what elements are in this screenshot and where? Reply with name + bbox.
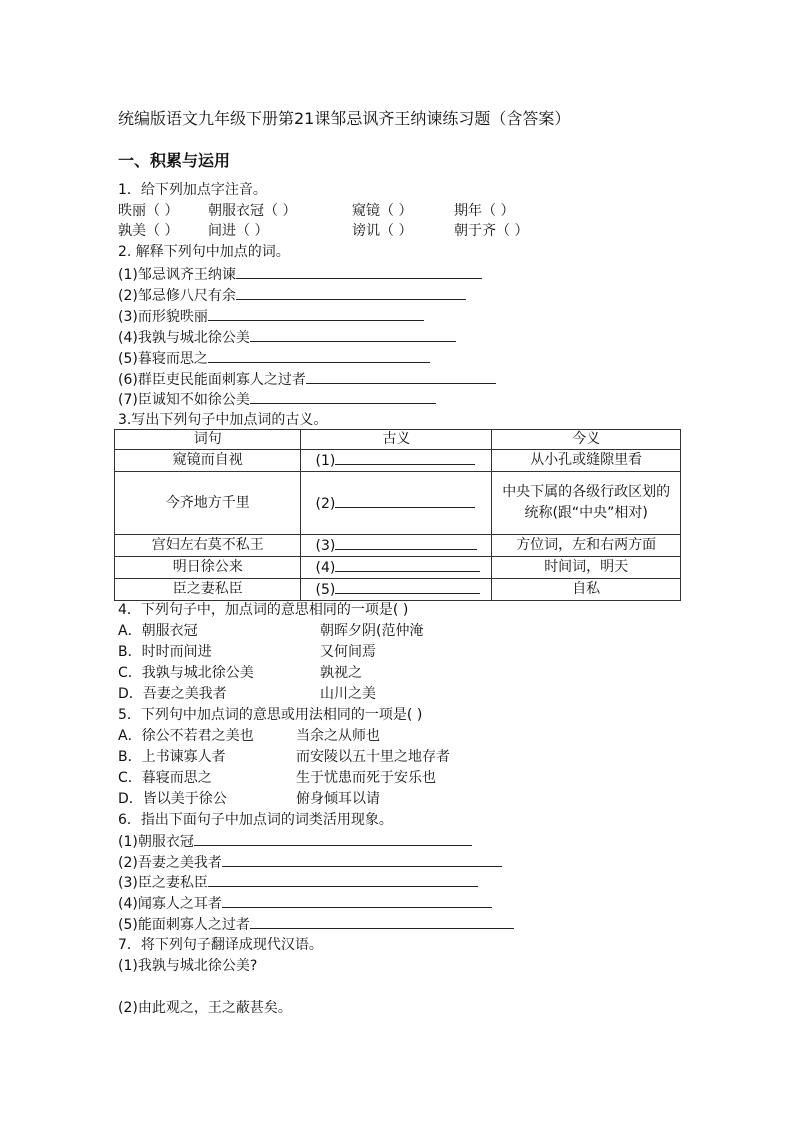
modern-cell: 从小孔或缝隙里看 (492, 450, 681, 472)
q2-item: (2)邹忌修八尺有余 (118, 285, 466, 306)
answer-blank[interactable] (250, 914, 514, 929)
answer-cell[interactable]: (1) (301, 450, 492, 472)
q2-item: (5)暮寝而思之 (118, 348, 430, 369)
sentence-cell: 明日徐公来 (115, 557, 301, 579)
document-title: 统编版语文九年级下册第21课邹忌讽齐王纳谏练习题（含答案） (118, 109, 571, 128)
pinyin-item: 谤讥（ ） (352, 223, 413, 239)
answer-blank[interactable] (194, 831, 472, 846)
answer-blank[interactable] (208, 348, 430, 363)
q6-stem: 6．指出下面句子中加点词的词类活用现象。 (118, 812, 393, 828)
q6-item: (2)吾妻之美我者 (118, 852, 502, 873)
answer-blank[interactable] (208, 872, 478, 887)
q6-item: (1)朝服衣冠 (118, 831, 472, 852)
q5-option[interactable]: A．徐公不若君之美也 当余之从师也 (118, 728, 380, 744)
section-heading: 一、积累与运用 (118, 151, 231, 170)
answer-blank[interactable] (208, 306, 424, 321)
q6-item: (3)臣之妻私臣 (118, 872, 478, 893)
pinyin-item: 朝服衣冠（ ） (208, 203, 297, 219)
q6-item: (5)能面刺寡人之过者 (118, 914, 514, 935)
table-header: 词句 (115, 430, 301, 450)
answer-blank[interactable] (236, 264, 482, 279)
q4-option[interactable]: A．朝服衣冠 朝晖夕阴(范仲淹 (118, 623, 424, 639)
q2-stem: 2. 解释下列句中加点的词。 (118, 244, 290, 260)
table-row (115, 535, 681, 557)
answer-blank[interactable] (250, 389, 436, 404)
q4-option[interactable]: D．吾妻之美我者 山川之美 (118, 686, 376, 702)
pinyin-item: 朝于齐（ ） (454, 223, 529, 239)
pinyin-item: 孰美（ ） (118, 223, 179, 239)
answer-cell[interactable]: (3) (301, 535, 492, 557)
answer-cell[interactable]: (2) (301, 472, 492, 535)
answer-blank[interactable] (236, 285, 466, 300)
definition-table (114, 429, 681, 601)
q2-item: (4)我孰与城北徐公美 (118, 327, 456, 348)
q2-item: (6)群臣吏民能面刺寡人之过者 (118, 369, 496, 390)
pinyin-item: 间进（ ） (208, 223, 269, 239)
answer-blank[interactable] (335, 493, 475, 508)
q4-stem: 4．下列句子中，加点词的意思相同的一项是( ) (118, 602, 409, 618)
answer-blank[interactable] (222, 852, 502, 867)
q7-item: (2)由此观之，王之蔽甚矣。 (118, 1000, 292, 1016)
table-row (115, 450, 681, 472)
q5-stem: 5．下列句中加点词的意思或用法相同的一项是( ) (118, 707, 423, 723)
q2-item: (7)臣诚知不如徐公美 (118, 389, 436, 410)
q5-option[interactable]: D．皆以美于徐公 俯身倾耳以请 (118, 791, 380, 807)
q1-stem: 1．给下列加点字注音。 (118, 182, 267, 198)
modern-cell: 中央下属的各级行政区划的统称(跟“中央”相对) (492, 472, 681, 535)
q7-item: (1)我孰与城北徐公美? (118, 958, 258, 974)
sentence-cell: 臣之妻私臣 (115, 579, 301, 601)
answer-blank[interactable] (222, 893, 492, 908)
modern-cell: 方位词，左和右两方面 (492, 535, 681, 557)
sentence-cell: 今齐地方千里 (115, 472, 301, 535)
answer-blank[interactable] (335, 557, 480, 572)
q2-item: (3)而形貌昳丽 (118, 306, 424, 327)
sentence-cell: 窥镜而自视 (115, 450, 301, 472)
q4-option[interactable]: B．时时而间进 又何间焉 (118, 644, 376, 660)
modern-cell: 时间词，明天 (492, 557, 681, 579)
pinyin-item: 窥镜（ ） (352, 203, 413, 219)
answer-cell[interactable]: (5) (301, 579, 492, 601)
table-header: 古义 (301, 430, 492, 450)
table-header-row (115, 430, 681, 450)
answer-blank[interactable] (306, 369, 496, 384)
q2-item: (1)邹忌讽齐王纳谏 (118, 264, 482, 285)
q5-option[interactable]: C．暮寝而思之 生于忧患而死于安乐也 (118, 770, 436, 786)
table-row (115, 472, 681, 535)
q4-option[interactable]: C．我孰与城北徐公美 孰视之 (118, 665, 362, 681)
table-row (115, 557, 681, 579)
q7-stem: 7．将下列句子翻译成现代汉语。 (118, 937, 323, 953)
table-row (115, 579, 681, 601)
sentence-cell: 宫妇左右莫不私王 (115, 535, 301, 557)
modern-cell: 自私 (492, 579, 681, 601)
pinyin-item: 期年（ ） (454, 203, 515, 219)
pinyin-item: 昳丽（ ） (118, 203, 179, 219)
answer-cell[interactable]: (4) (301, 557, 492, 579)
answer-blank[interactable] (335, 535, 477, 550)
answer-blank[interactable] (250, 327, 456, 342)
q5-option[interactable]: B．上书谏寡人者 而安陵以五十里之地存者 (118, 749, 450, 765)
table-header: 今义 (492, 430, 681, 450)
q3-stem: 3.写出下列句子中加点词的古义。 (118, 412, 328, 428)
answer-blank[interactable] (335, 579, 480, 594)
answer-blank[interactable] (335, 450, 475, 465)
q6-item: (4)闻寡人之耳者 (118, 893, 492, 914)
